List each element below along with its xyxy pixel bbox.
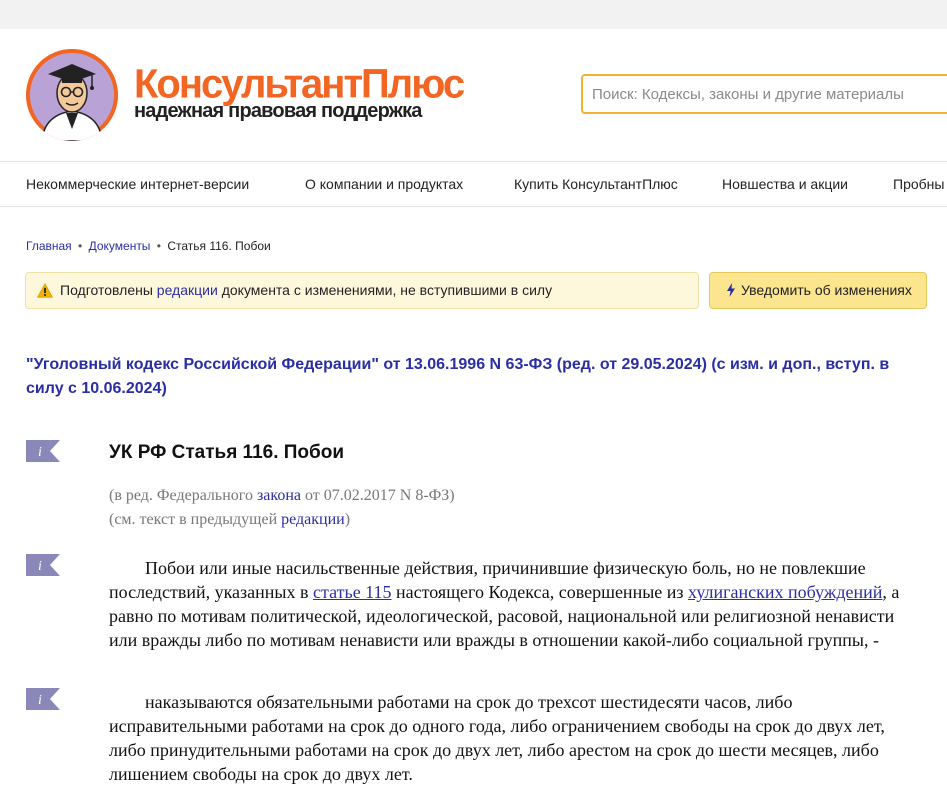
edition-note-text: (в ред. Федерального: [109, 487, 257, 504]
notice-text-before: Подготовлены: [60, 282, 157, 298]
edition-note-1: [109, 484, 455, 508]
nav-item-buy[interactable]: Купить КонсультантПлюс: [514, 176, 678, 192]
brand-tagline: надежная правовая поддержка: [134, 100, 422, 122]
info-marker-icon[interactable]: [26, 688, 60, 710]
breadcrumb-separator: •: [78, 239, 83, 253]
article-paragraph-2: [109, 690, 924, 786]
paragraph-text: , а равно по мотивам политической, идеологической, расовой, национальной или религиозной ненависти или вражды либо по мотивам ненависти или вражды в отношении какой-либо социальной группы, -: [109, 582, 900, 650]
edition-note-2: [109, 508, 455, 532]
info-marker-icon[interactable]: [26, 554, 60, 576]
paragraph-text: Побои или иные насильственные действия, причинившие физическую боль, но не повлекшие последствий, указанных в: [109, 558, 866, 602]
hooligan-motives-link[interactable]: хулиганских побуждений: [688, 582, 883, 602]
breadcrumb-separator: •: [156, 239, 161, 253]
previous-edition-link[interactable]: редакции: [281, 511, 345, 528]
svg-text:i: i: [38, 693, 42, 708]
article-paragraph-1: [109, 556, 924, 652]
nav-item-news[interactable]: Новшества и акции: [722, 176, 848, 192]
breadcrumb-documents[interactable]: Документы: [88, 239, 151, 253]
main-nav: [0, 161, 947, 207]
brand-name: КонсультантПлюс: [134, 61, 464, 107]
edition-notes: [109, 484, 455, 532]
edition-note-text: (см. текст в предыдущей: [109, 511, 282, 528]
notice-editions-link[interactable]: редакции: [156, 282, 218, 298]
search-box: [581, 74, 947, 114]
nav-item-company[interactable]: О компании и продуктах: [305, 176, 464, 192]
document-title[interactable]: "Уголовный кодекс Российской Федерации" от 13.06.1996 N 63-ФЗ (ред. от 29.05.2024) (с изм. и доп., вступ. в силу с 10.06.2024): [26, 356, 890, 397]
warning-icon: [37, 283, 53, 298]
paragraph-text: наказываются обязательными работами на срок до трехсот шестидесяти часов, либо исправительными работами на срок до одного года, либо ограничением свободы на срок до двух лет, либо принудительными работами на срок до двух лет, либо арестом на срок до шести месяцев, либо лишением свободы на срок до двух лет.: [109, 692, 885, 784]
logo-emblem[interactable]: [26, 49, 118, 141]
brand[interactable]: [134, 61, 464, 122]
article-title: УК РФ Статья 116. Побои: [109, 442, 345, 463]
nav-item-noncommercial[interactable]: Некоммерческие интернет-версии: [26, 176, 250, 192]
lightning-icon: [726, 283, 736, 297]
breadcrumb-current: Статья 116. Побои: [167, 239, 271, 253]
notice-text-after: документа с изменениями, не вступившими в силу: [217, 282, 553, 298]
svg-text:i: i: [38, 559, 42, 574]
edition-note-text: от 07.02.2017 N 8-ФЗ): [300, 487, 455, 504]
info-marker-icon[interactable]: [26, 440, 60, 462]
top-strip: [0, 0, 947, 29]
edition-note-text: ): [344, 511, 351, 528]
search-input[interactable]: [583, 76, 932, 112]
law-link[interactable]: закона: [256, 487, 301, 504]
nav-item-trial[interactable]: Пробны: [893, 176, 945, 192]
paragraph-text: настоящего Кодекса, совершенные из: [391, 582, 689, 602]
svg-text:i: i: [38, 445, 42, 460]
article-115-link[interactable]: статье 115: [313, 582, 392, 602]
notify-changes-label: Уведомить об изменениях: [741, 282, 912, 298]
notify-changes-button[interactable]: [709, 272, 927, 309]
breadcrumb-home[interactable]: Главная: [26, 239, 72, 253]
edition-notice: [25, 272, 699, 309]
breadcrumb: [26, 239, 271, 253]
